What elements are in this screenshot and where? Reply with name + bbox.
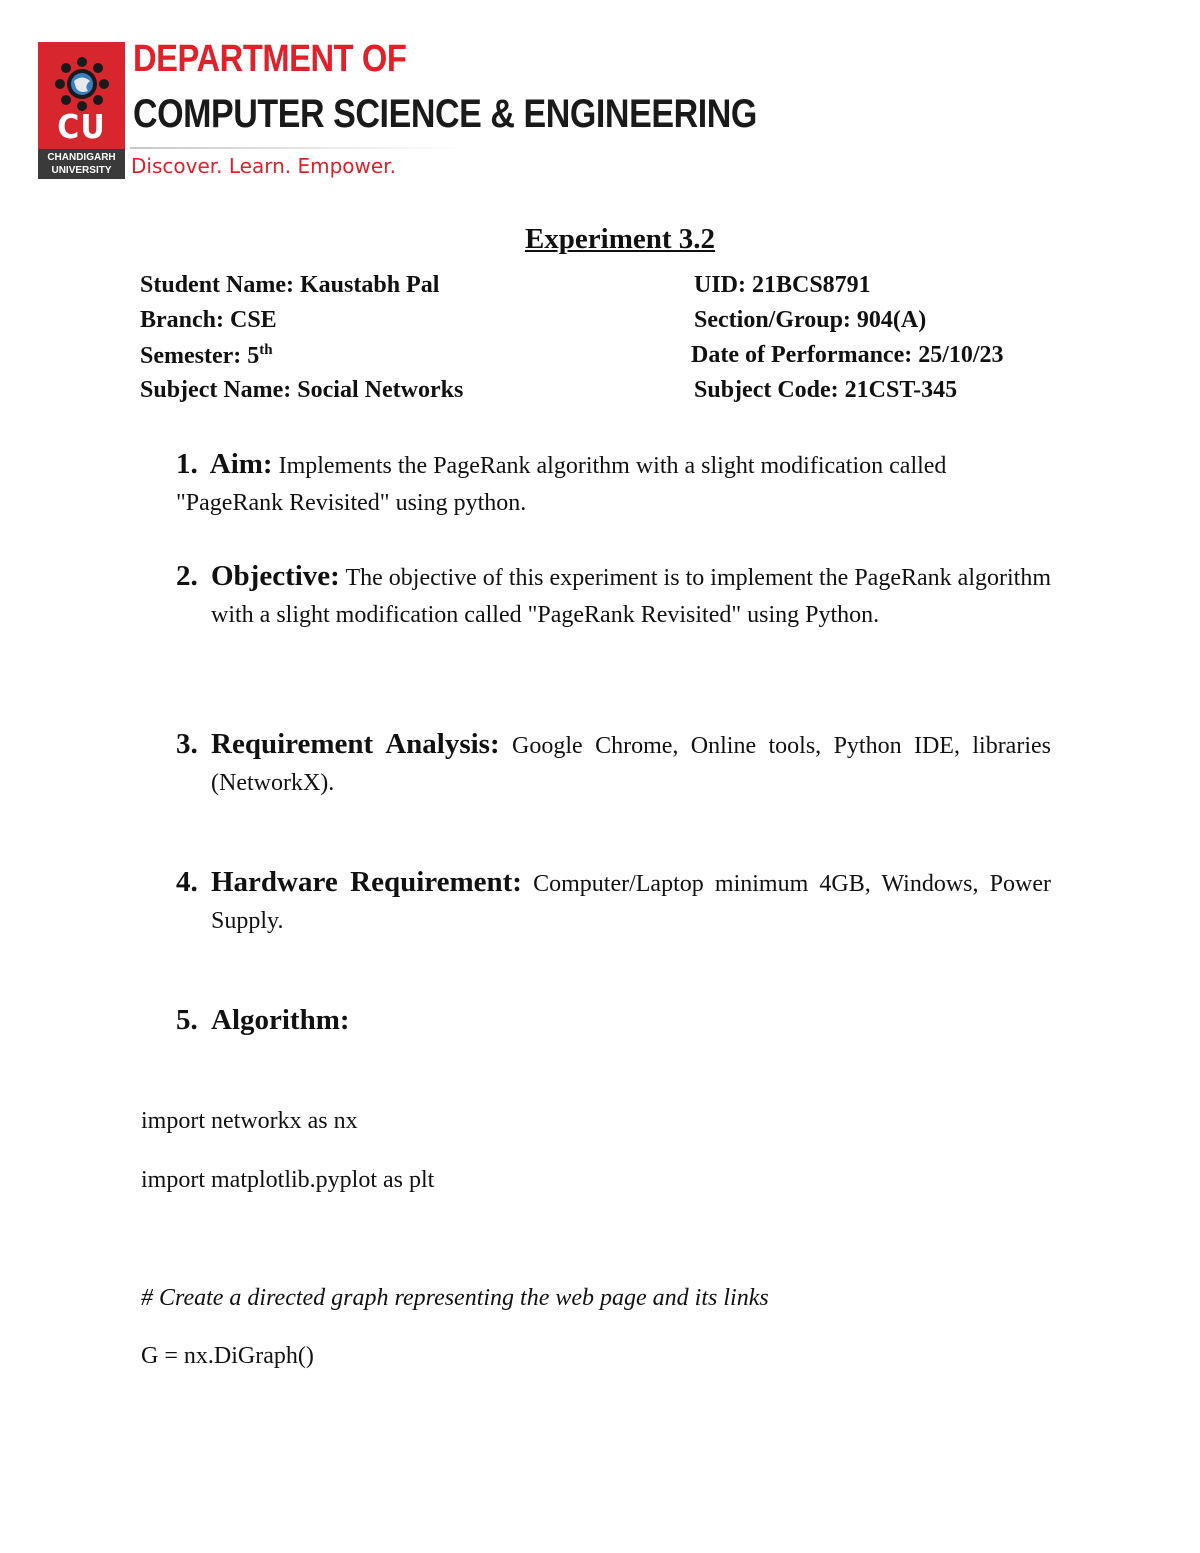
uid: UID: 21BCS8791	[694, 272, 871, 298]
section-objective: 2. Objective: The objective of this experiment is to implement the PageRank algorithm with a slight modification called "PageRank Revisited" using Python.	[176, 560, 1051, 628]
logo-text: CU	[57, 108, 106, 147]
page-title: Experiment 3.2	[524, 223, 716, 255]
semester: Semester: 5th	[140, 342, 273, 369]
section-heading: Algorithm:	[211, 1004, 350, 1036]
section-heading: Aim:	[209, 448, 273, 480]
subject-name: Subject Name: Social Networks	[140, 377, 464, 403]
gear-emblem-icon	[54, 56, 110, 112]
cse-heading: COMPUTER SCIENCE & ENGINEERING	[133, 92, 757, 136]
tagline: Discover. Learn. Empower.	[131, 154, 396, 178]
section-group: Section/Group: 904(A)	[694, 307, 927, 333]
section-algorithm: 5. Algorithm:	[176, 1002, 1051, 1039]
code-line: import matplotlib.pyplot as plt	[141, 1167, 435, 1193]
logo-university-label: CHANDIGARH UNIVERSITY	[38, 149, 125, 179]
subject-code: Subject Code: 21CST-345	[694, 377, 958, 403]
branch: Branch: CSE	[140, 307, 277, 333]
date-of-performance: Date of Performance: 25/10/23	[691, 342, 1004, 368]
code-comment: # Create a directed graph representing the web page and its links	[141, 1285, 769, 1311]
student-name: Student Name: Kaustabh Pal	[140, 272, 440, 298]
department-heading: DEPARTMENT OF	[133, 38, 407, 80]
section-heading: Hardware Requirement:	[211, 866, 522, 898]
section-requirement-analysis: 3. Requirement Analysis: Google Chrome, Online tools, Python IDE, libraries (NetworkX).	[176, 728, 1051, 796]
section-aim: 1. Aim: Implements the PageRank algorithm with a slight modification called "PageRank Revisited" using python.	[176, 448, 947, 516]
section-heading: Objective:	[211, 560, 340, 592]
university-logo	[38, 42, 125, 179]
section-hardware-requirement: 4. Hardware Requirement: Computer/Laptop minimum 4GB, Windows, Power Supply.	[176, 866, 1051, 934]
section-heading: Requirement Analysis:	[211, 728, 500, 760]
header-divider	[130, 147, 465, 149]
code-line: G = nx.DiGraph()	[141, 1343, 314, 1369]
code-line: import networkx as nx	[141, 1108, 358, 1134]
